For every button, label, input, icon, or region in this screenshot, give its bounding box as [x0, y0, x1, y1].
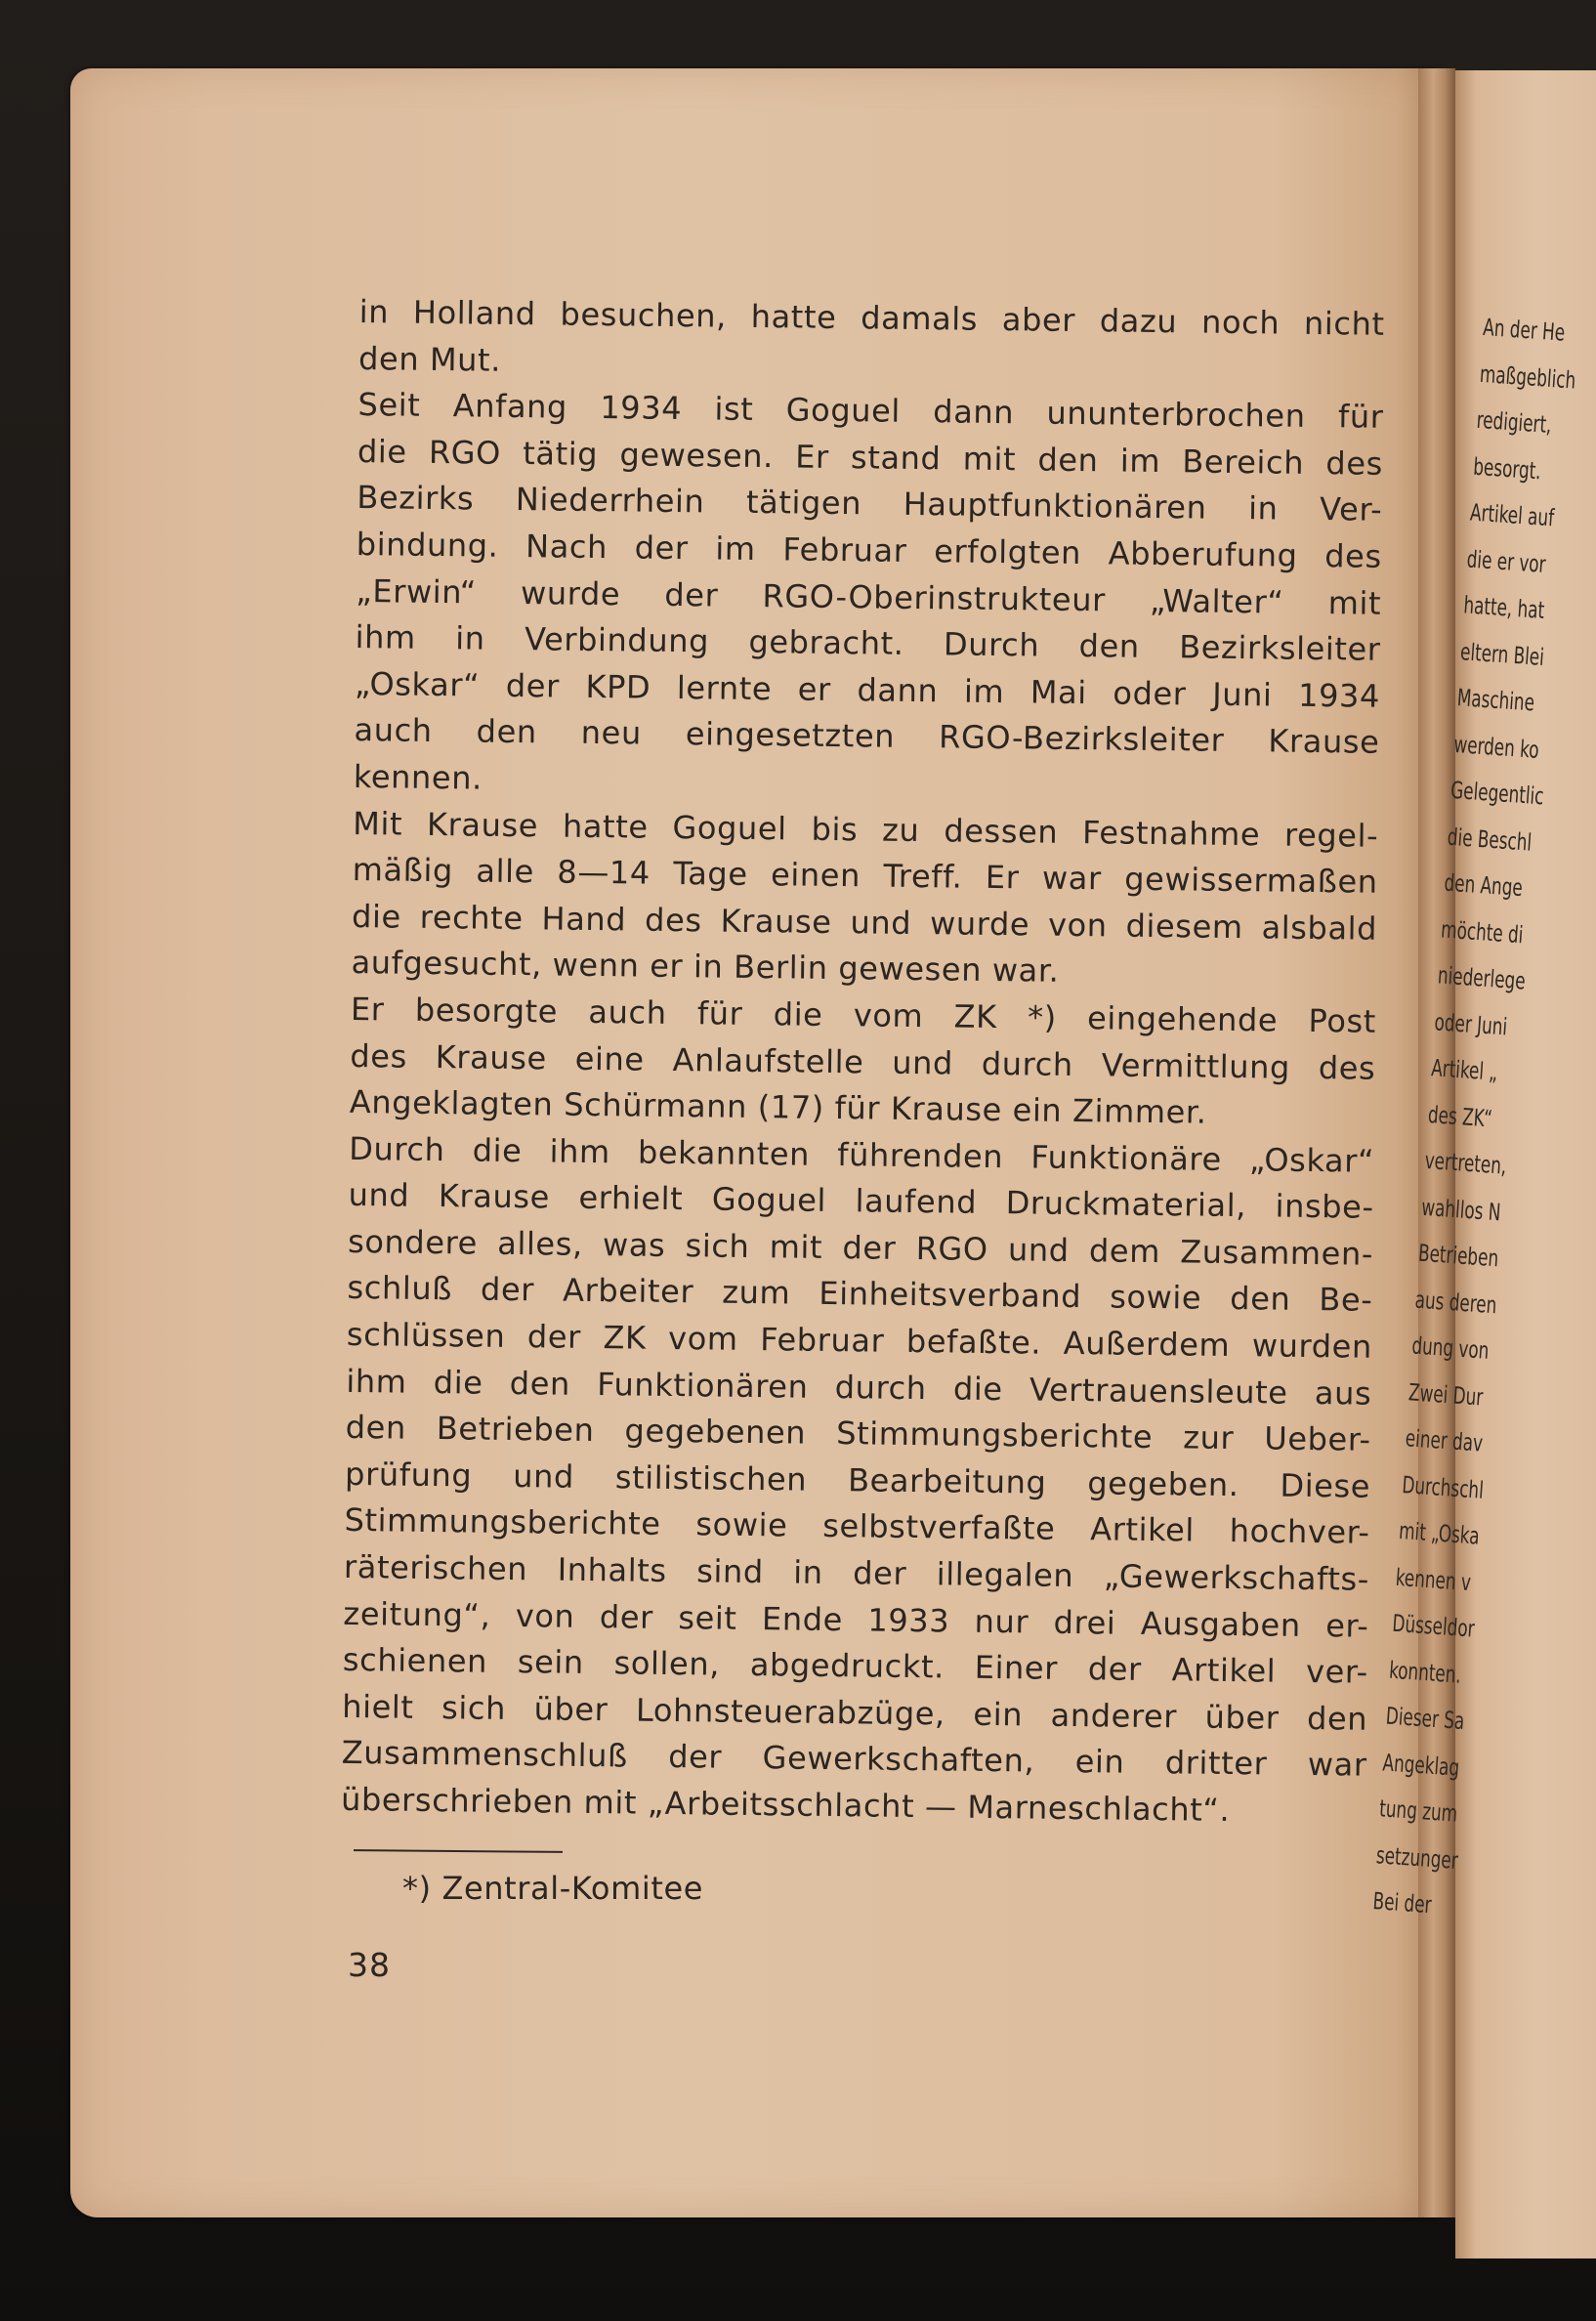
text-line: hielt sich über Lohnsteuerabzüge, ein anderer über den [342, 1687, 1368, 1738]
text-line: Durch die ihm bekannten führenden Funktionäre „Oskar“ [349, 1129, 1375, 1180]
text-fragment: Düsseldor [1391, 1609, 1476, 1643]
text-fragment: einer dav [1404, 1424, 1484, 1457]
text-fragment: niederlege [1437, 961, 1527, 995]
text-line: Stimmungsberichte sowie selbstverfaßte Artikel hochver- [344, 1501, 1370, 1552]
text-fragment: eltern Blei [1459, 637, 1545, 671]
text-line: mäßig alle 8—14 Tage einen Treff. Er war gewissermaßen [352, 851, 1378, 901]
text-line: Angeklagten Schürmann (17) für Krause ein Zimmer. [349, 1083, 1207, 1131]
text-fragment: besorgt. [1472, 452, 1542, 485]
text-line: schlüssen der ZK vom Februar befaßte. Außerdem wurden [346, 1315, 1373, 1366]
text-line: Er besorgte auch für die vom ZK *) eingehende Post [350, 990, 1377, 1040]
text-fragment: maßgeblich [1479, 359, 1577, 395]
text-fragment: vertreten, [1423, 1146, 1508, 1180]
text-fragment: Betrieben [1417, 1239, 1500, 1273]
text-fragment: hatte, hat [1462, 591, 1546, 624]
text-line: den Betrieben gegebenen Stimmungsberichte zur Ueber- [345, 1409, 1371, 1458]
text-fragment: Maschine [1455, 684, 1535, 717]
text-line: Mit Krause hatte Goguel bis zu dessen Festnahme regel- [353, 804, 1379, 855]
text-line: „Oskar“ der KPD lernte er dann im Mai oder Juni 1934 [354, 664, 1381, 715]
text-fragment: den Ange [1443, 868, 1524, 903]
text-fragment: konnten. [1388, 1656, 1462, 1689]
text-line: „Erwin“ wurde der RGO-Oberinstrukteur „Walter“ mit [355, 571, 1382, 622]
text-fragment: oder Juni [1433, 1007, 1509, 1040]
text-line: sondere alles, was sich mit der RGO und dem Zusammen- [347, 1222, 1374, 1273]
text-line: ihm in Verbindung gebracht. Durch den Bezirksleiter [355, 618, 1381, 668]
text-line: des Krause eine Anlaufstelle und durch Vermittlung des [350, 1036, 1376, 1087]
text-fragment: Dieser Sa [1385, 1702, 1466, 1736]
text-line: Zusammenschluß der Gewerkschaften, ein dritter war [341, 1734, 1367, 1785]
text-fragment: Zwei Dur [1407, 1377, 1485, 1412]
text-line: in Holland besuchen, hatte damals aber dazu noch nicht [358, 292, 1385, 343]
text-fragment: werden ko [1452, 730, 1540, 764]
text-line: überschrieben mit „Arbeitsschlacht — Marneschlacht“. [340, 1780, 1231, 1830]
text-fragment: die Beschl [1446, 823, 1533, 857]
page-body-text [341, 289, 1385, 1836]
text-line: den Mut. [357, 339, 502, 379]
text-line: die rechte Hand des Krause und wurde von diesem alsbald [351, 897, 1378, 948]
text-line: prüfung und stilistischen Bearbeitung gegeben. Diese [344, 1455, 1371, 1505]
text-fragment: kennen v [1394, 1563, 1472, 1596]
text-line: bindung. Nach der im Februar erfolgten Abberufung des [356, 525, 1382, 575]
text-fragment: Gelegentlic [1449, 776, 1545, 811]
text-line: Seit Anfang 1934 ist Goguel dann ununterbrochen für [357, 386, 1384, 437]
text-line: zeitung“, von der seit Ende 1933 nur drei Ausgaben er- [343, 1594, 1369, 1645]
text-fragment: An der He [1482, 313, 1567, 347]
text-fragment: Artikel „ [1430, 1054, 1499, 1086]
text-line: schluß der Arbeiter zum Einheitsverband sowie den Be- [347, 1269, 1373, 1320]
text-fragment: setzunger [1375, 1840, 1459, 1875]
text-fragment: tung zum [1378, 1794, 1459, 1828]
text-line: räterischen Inhalts sind in der illegalen „Gewerkschafts- [343, 1547, 1370, 1598]
text-fragment: wahllos N [1420, 1193, 1502, 1226]
text-line: schienen sein sollen, abgedruckt. Einer der Artikel ver- [342, 1641, 1369, 1691]
text-line: und Krause erhielt Goguel laufend Druckmaterial, insbe- [348, 1176, 1374, 1227]
text-fragment: die er vor [1465, 544, 1547, 578]
text-fragment: Bei der [1371, 1887, 1433, 1920]
text-line: Bezirks Niederrhein tätigen Hauptfunktionären in Ver- [357, 479, 1383, 529]
text-fragment: dung von [1410, 1331, 1491, 1365]
text-line: auch den neu eingesetzten RGO-Bezirksleiter Krause [354, 711, 1380, 762]
text-line: kennen. [353, 757, 483, 797]
text-line: ihm die den Funktionären durch die Vertrauensleute aus [346, 1362, 1372, 1413]
text-fragment: Angeklag [1381, 1748, 1461, 1782]
text-fragment: möchte di [1440, 914, 1525, 949]
footnote: *) Zentral-Komitee [402, 1870, 704, 1907]
text-line: aufgesucht, wenn er in Berlin gewesen war. [351, 944, 1060, 991]
text-fragment: aus deren [1413, 1286, 1498, 1319]
text-fragment: Artikel auf [1469, 498, 1556, 532]
text-fragment: mit „Oska [1398, 1516, 1481, 1550]
page-number: 38 [348, 1946, 391, 1984]
text-fragment: redigiert, [1475, 405, 1553, 440]
text-fragment: des ZK“ [1427, 1100, 1493, 1133]
text-fragment: Durchschl [1401, 1470, 1485, 1504]
text-line: die RGO tätig gewesen. Er stand mit den im Bereich des [357, 432, 1384, 483]
